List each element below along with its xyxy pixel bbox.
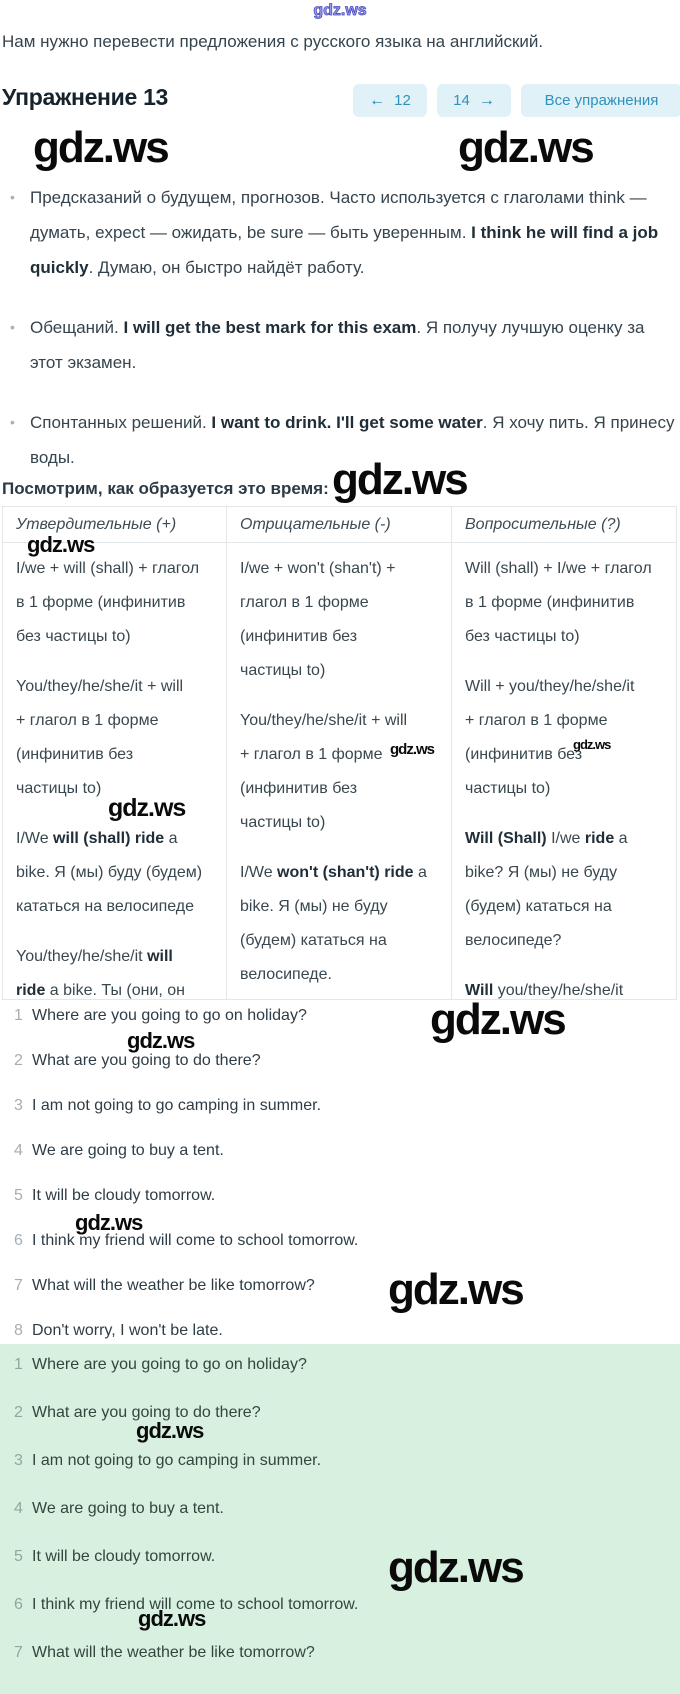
text: I/we bbox=[546, 830, 585, 847]
watermark: gdz.ws bbox=[390, 741, 435, 758]
table-line bbox=[240, 738, 441, 772]
watermark-outline: gdz.ws bbox=[313, 2, 367, 19]
item-number: 5 bbox=[14, 1187, 23, 1204]
table-paragraph bbox=[240, 552, 441, 688]
item-number: 1 bbox=[14, 1356, 23, 1373]
task-item-5 bbox=[0, 1180, 680, 1225]
table-column-3 bbox=[452, 506, 677, 1000]
item-number: 6 bbox=[14, 1232, 23, 1249]
text: You/they/he/she/it bbox=[16, 948, 148, 965]
item-number: 7 bbox=[14, 1277, 23, 1294]
text: (инфинитив без bbox=[240, 780, 358, 797]
item-text: Don't worry, I won't be late. bbox=[32, 1322, 223, 1339]
item-text: What are you going to do there? bbox=[32, 1404, 261, 1421]
text: a bike. Ты (они, он bbox=[45, 982, 186, 999]
answer-item-4 bbox=[0, 1488, 680, 1536]
text: глагол в 1 форме bbox=[240, 594, 369, 611]
table-line bbox=[240, 704, 441, 738]
text: I/we + won't (shan't) + bbox=[240, 560, 396, 577]
watermark: gdz.ws bbox=[136, 1418, 204, 1443]
text: (будем) кататься на bbox=[465, 898, 612, 915]
table-line bbox=[465, 856, 666, 890]
bold-text: ride bbox=[584, 830, 615, 847]
exercise-nav bbox=[353, 84, 680, 117]
table-line bbox=[16, 940, 216, 974]
table-line bbox=[16, 974, 216, 1000]
text: I/We bbox=[16, 830, 54, 847]
table-column-header: Отрицательные (-) bbox=[227, 507, 451, 543]
table-line bbox=[240, 654, 441, 688]
item-text: What will the weather be like tomorrow? bbox=[32, 1644, 315, 1661]
text: частицы to) bbox=[465, 780, 551, 797]
text: в 1 форме (инфинитив bbox=[465, 594, 635, 611]
item-text: It will be cloudy tomorrow. bbox=[32, 1187, 216, 1204]
text: + глагол в 1 форме bbox=[240, 746, 383, 763]
table-line bbox=[16, 620, 216, 654]
table-column-body bbox=[3, 543, 226, 1000]
watermark: gdz.ws bbox=[332, 455, 467, 504]
text: велосипеде. bbox=[240, 966, 332, 983]
text: Предсказаний о будущем, прогнозов. Часто используется с глаголами think — думать, expect — ожидать, be sure — быть уверенным. bbox=[30, 188, 647, 242]
table-line bbox=[16, 890, 216, 924]
table-paragraph bbox=[465, 822, 666, 958]
table-line bbox=[16, 772, 216, 806]
prev-exercise-label: 12 bbox=[394, 92, 411, 109]
text: I/We bbox=[240, 864, 278, 881]
task-item-6 bbox=[0, 1225, 680, 1270]
table-column-header: Вопросительные (?) bbox=[452, 507, 676, 543]
bold-text: I want to drink. I'll get some water bbox=[211, 413, 483, 432]
table-line bbox=[16, 822, 216, 856]
bold-text: won't (shan't) ride bbox=[277, 864, 414, 881]
table-paragraph bbox=[240, 856, 441, 992]
answer-item-7 bbox=[0, 1632, 680, 1680]
text: You/they/he/she/it + will bbox=[16, 678, 184, 695]
text: You/they/he/she/it + will bbox=[240, 712, 408, 729]
table-line bbox=[240, 620, 441, 654]
bold-text: will bbox=[147, 948, 173, 965]
text: . Я получу лучшую оценку за этот экзамен. bbox=[30, 318, 645, 372]
formation-heading: Посмотрим, как образуется это время: bbox=[2, 479, 329, 498]
page-title: Упражнение 13 bbox=[2, 84, 169, 110]
item-number: 6 bbox=[14, 1596, 23, 1613]
answer-item-2 bbox=[0, 1392, 680, 1443]
bullet-icon: • bbox=[10, 414, 15, 430]
text: + глагол в 1 форме bbox=[465, 712, 608, 729]
task-item-4 bbox=[0, 1135, 680, 1180]
item-number: 8 bbox=[14, 1322, 23, 1339]
table-column-body bbox=[227, 543, 451, 992]
bold-text: Will (Shall) bbox=[465, 830, 547, 847]
table-line bbox=[16, 704, 216, 738]
table-line bbox=[465, 620, 666, 654]
item-text: Where are you going to go on holiday? bbox=[32, 1356, 307, 1373]
text: (инфинитив без bbox=[240, 628, 358, 645]
watermark: gdz.ws bbox=[430, 995, 565, 1044]
table-line bbox=[240, 890, 441, 924]
item-text: We are going to buy a tent. bbox=[32, 1500, 224, 1517]
all-exercises-button[interactable]: Все упражнения bbox=[521, 84, 680, 117]
item-text: I am not going to go camping in summer. bbox=[32, 1097, 322, 1114]
table-paragraph bbox=[465, 552, 666, 654]
watermark: gdz.ws bbox=[127, 1028, 195, 1053]
table-line bbox=[240, 924, 441, 958]
item-text: I think my friend will come to school tomorrow. bbox=[32, 1596, 359, 1613]
text: + глагол в 1 форме bbox=[16, 712, 159, 729]
bold-text: ride bbox=[16, 982, 46, 999]
prev-exercise-button[interactable] bbox=[353, 84, 427, 117]
usage-bullet-2 bbox=[0, 310, 680, 380]
text: a bbox=[413, 864, 427, 881]
text: частицы to) bbox=[240, 814, 326, 831]
text: Спонтанных решений. bbox=[30, 413, 212, 432]
bold-text: I think he will find a job quickly bbox=[30, 223, 659, 277]
text: bike? Я (мы) не буду bbox=[465, 864, 618, 881]
intro-text: Нам нужно перевести предложения с русского языка на английский. bbox=[2, 32, 544, 51]
bullet-icon: • bbox=[10, 189, 15, 205]
text: Will + you/they/he/she/it bbox=[465, 678, 635, 695]
text: (инфинитив без bbox=[465, 746, 583, 763]
table-paragraph bbox=[465, 974, 666, 1000]
table-paragraph bbox=[16, 940, 216, 1000]
watermark: gdz.ws bbox=[388, 1265, 523, 1314]
watermark: gdz.ws bbox=[458, 123, 593, 172]
table-line bbox=[240, 856, 441, 890]
task-item-2 bbox=[0, 1045, 680, 1090]
text: без частицы to) bbox=[16, 628, 131, 645]
bold-text: Will bbox=[465, 982, 494, 999]
table-paragraph bbox=[16, 670, 216, 806]
answer-item-6 bbox=[0, 1584, 680, 1632]
watermark: gdz.ws bbox=[138, 1606, 206, 1631]
item-text: What are you going to do there? bbox=[32, 1052, 261, 1069]
item-number: 1 bbox=[14, 1007, 23, 1024]
text: you/they/he/she/it bbox=[493, 982, 624, 999]
text: Обещаний. bbox=[30, 318, 124, 337]
table-line bbox=[16, 552, 216, 586]
table-paragraph bbox=[240, 704, 441, 840]
answer-item-5 bbox=[0, 1536, 680, 1584]
item-number: 3 bbox=[14, 1452, 23, 1469]
usage-bullet-1 bbox=[0, 180, 680, 285]
task-item-7 bbox=[0, 1265, 680, 1315]
item-number: 4 bbox=[14, 1142, 23, 1159]
text: велосипеде? bbox=[465, 932, 562, 949]
watermark: gdz.ws bbox=[388, 1543, 523, 1592]
answer-sentence-list bbox=[0, 1344, 680, 1680]
task-item-1 bbox=[0, 995, 680, 1045]
next-exercise-button[interactable] bbox=[437, 84, 511, 117]
item-text: I think my friend will come to school tomorrow. bbox=[32, 1232, 359, 1249]
item-number: 4 bbox=[14, 1500, 23, 1517]
table-line bbox=[465, 552, 666, 586]
table-line bbox=[465, 890, 666, 924]
table-line bbox=[465, 924, 666, 958]
table-line bbox=[465, 586, 666, 620]
item-number: 2 bbox=[14, 1404, 23, 1421]
item-text: We are going to buy a tent. bbox=[32, 1142, 224, 1159]
table-line bbox=[16, 856, 216, 890]
table-paragraph bbox=[465, 670, 666, 806]
watermark: gdz.ws bbox=[573, 737, 611, 752]
item-number: 7 bbox=[14, 1644, 23, 1661]
table-line bbox=[465, 822, 666, 856]
table-column-1 bbox=[2, 506, 227, 1000]
text: без частицы to) bbox=[465, 628, 580, 645]
text: (будем) кататься на bbox=[240, 932, 387, 949]
text: (инфинитив без bbox=[16, 746, 134, 763]
text: bike. Я (мы) буду (будем) bbox=[16, 864, 203, 881]
task-sentence-list bbox=[0, 995, 680, 1360]
text: частицы to) bbox=[16, 780, 102, 797]
table-line bbox=[465, 738, 666, 772]
bold-text: will (shall) ride bbox=[53, 830, 165, 847]
watermark: gdz.ws bbox=[33, 123, 168, 172]
table-line bbox=[465, 772, 666, 806]
item-number: 2 bbox=[14, 1052, 23, 1069]
table-line bbox=[240, 552, 441, 586]
answer-item-3 bbox=[0, 1440, 680, 1488]
item-text: I am not going to go camping in summer. bbox=[32, 1452, 322, 1469]
table-line bbox=[465, 704, 666, 738]
table-line bbox=[240, 958, 441, 992]
item-number: 5 bbox=[14, 1548, 23, 1565]
watermark: gdz.ws bbox=[75, 1210, 143, 1235]
arrow-right-icon: → bbox=[478, 91, 495, 109]
table-paragraph bbox=[16, 552, 216, 654]
text: a bbox=[614, 830, 628, 847]
text: a bbox=[164, 830, 178, 847]
table-line bbox=[16, 738, 216, 772]
answer-item-1 bbox=[0, 1344, 680, 1392]
bullet-icon: • bbox=[10, 319, 15, 335]
watermark: gdz.ws bbox=[108, 794, 186, 822]
text: bike. Я (мы) не буду bbox=[240, 898, 388, 915]
bold-text: I will get the best mark for this exam bbox=[123, 318, 417, 337]
table-line bbox=[240, 806, 441, 840]
text: кататься на велосипеде bbox=[16, 898, 195, 915]
usage-bullet-list bbox=[0, 180, 680, 504]
item-text: Where are you going to go on holiday? bbox=[32, 1007, 307, 1024]
usage-bullet-3 bbox=[0, 405, 680, 475]
item-text: It will be cloudy tomorrow. bbox=[32, 1548, 216, 1565]
table-line bbox=[16, 586, 216, 620]
text: . Думаю, он быстро найдёт работу. bbox=[88, 258, 365, 277]
text: I/we + will (shall) + глагол bbox=[16, 560, 200, 577]
table-line bbox=[240, 772, 441, 806]
text: частицы to) bbox=[240, 662, 326, 679]
table-column-2 bbox=[227, 506, 452, 1000]
task-item-3 bbox=[0, 1090, 680, 1135]
text: . Я хочу пить. Я принесу воды. bbox=[30, 413, 675, 467]
arrow-left-icon: ← bbox=[369, 91, 386, 109]
table-paragraph bbox=[16, 822, 216, 924]
item-number: 3 bbox=[14, 1097, 23, 1114]
table-line bbox=[465, 670, 666, 704]
text: в 1 форме (инфинитив bbox=[16, 594, 186, 611]
table-line bbox=[16, 670, 216, 704]
next-exercise-label: 14 bbox=[453, 92, 470, 109]
item-text: What will the weather be like tomorrow? bbox=[32, 1277, 315, 1294]
table-line bbox=[240, 586, 441, 620]
grammar-table bbox=[2, 506, 677, 1000]
table-line bbox=[465, 974, 666, 1000]
table-column-body bbox=[452, 543, 676, 1000]
watermark: gdz.ws bbox=[27, 532, 95, 557]
text: Will (shall) + I/we + глагол bbox=[465, 560, 652, 577]
table-column-header: Утвердительные (+) bbox=[3, 507, 226, 543]
